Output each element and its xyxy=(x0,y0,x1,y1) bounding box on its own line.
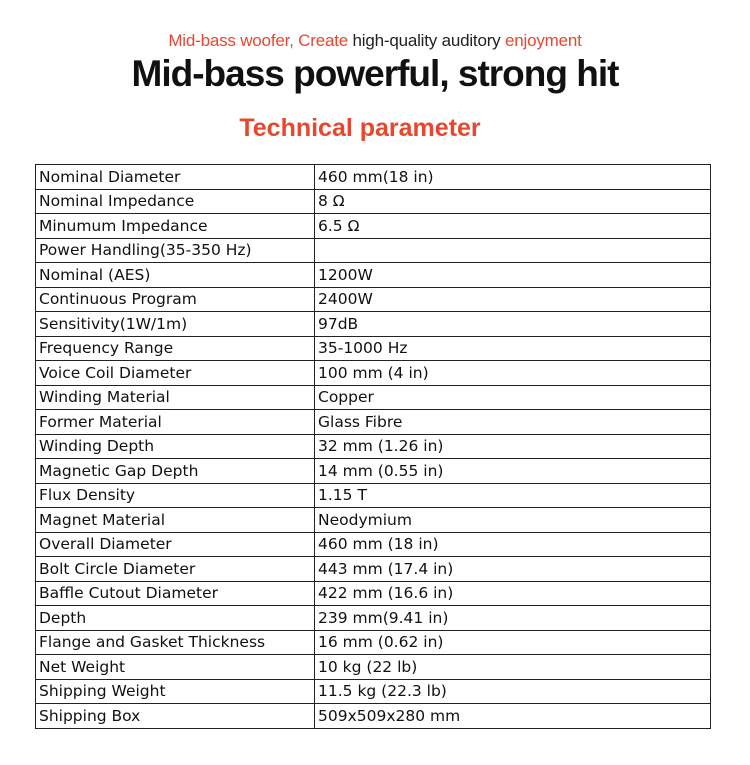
spec-label: Frequency Range xyxy=(36,336,315,361)
tagline-middle: high-quality auditory xyxy=(352,31,501,50)
spec-value: 14 mm (0.55 in) xyxy=(315,459,711,484)
spec-table xyxy=(35,164,711,729)
tagline-accent-start: Mid-bass woofer, Create xyxy=(168,31,348,50)
spec-value: 6.5 Ω xyxy=(315,214,711,239)
spec-label: Nominal (AES) xyxy=(36,263,315,288)
table-row xyxy=(36,287,711,312)
spec-value: 8 Ω xyxy=(315,189,711,214)
table-row xyxy=(36,581,711,606)
spec-value: 35-1000 Hz xyxy=(315,336,711,361)
spec-label: Net Weight xyxy=(36,655,315,680)
spec-label: Winding Depth xyxy=(36,434,315,459)
spec-label: Shipping Weight xyxy=(36,679,315,704)
table-row xyxy=(36,214,711,239)
spec-label: Former Material xyxy=(36,410,315,435)
spec-label: Flux Density xyxy=(36,483,315,508)
spec-value: 1200W xyxy=(315,263,711,288)
spec-value: 100 mm (4 in) xyxy=(315,361,711,386)
spec-value: Neodymium xyxy=(315,508,711,533)
spec-label: Nominal Impedance xyxy=(36,189,315,214)
page-headline: Mid-bass powerful, strong hit xyxy=(131,53,619,94)
spec-label: Magnetic Gap Depth xyxy=(36,459,315,484)
spec-value: 10 kg (22 lb) xyxy=(315,655,711,680)
table-row xyxy=(36,483,711,508)
table-row xyxy=(36,655,711,680)
spec-value: 1.15 T xyxy=(315,483,711,508)
spec-label: Bolt Circle Diameter xyxy=(36,557,315,582)
table-row xyxy=(36,606,711,631)
spec-value: 2400W xyxy=(315,287,711,312)
spec-value: 97dB xyxy=(315,312,711,337)
table-row xyxy=(36,385,711,410)
spec-label: Flange and Gasket Thickness xyxy=(36,630,315,655)
section-title: Technical parameter xyxy=(239,114,481,142)
spec-label: Winding Material xyxy=(36,385,315,410)
spec-value: 509x509x280 mm xyxy=(315,704,711,729)
spec-value: 16 mm (0.62 in) xyxy=(315,630,711,655)
table-row xyxy=(36,312,711,337)
spec-label: Continuous Program xyxy=(36,287,315,312)
table-row xyxy=(36,434,711,459)
tagline-accent-end: enjoyment xyxy=(505,31,582,50)
table-row xyxy=(36,557,711,582)
spec-value: 460 mm (18 in) xyxy=(315,532,711,557)
spec-value: 32 mm (1.26 in) xyxy=(315,434,711,459)
table-row xyxy=(36,336,711,361)
tagline xyxy=(0,30,750,52)
spec-value: 460 mm(18 in) xyxy=(315,165,711,190)
table-row xyxy=(36,410,711,435)
spec-label: Nominal Diameter xyxy=(36,165,315,190)
spec-value: 11.5 kg (22.3 lb) xyxy=(315,679,711,704)
table-row xyxy=(36,189,711,214)
table-row xyxy=(36,508,711,533)
spec-label: Shipping Box xyxy=(36,704,315,729)
spec-value xyxy=(315,238,711,263)
spec-label: Baffle Cutout Diameter xyxy=(36,581,315,606)
spec-label: Voice Coil Diameter xyxy=(36,361,315,386)
table-row xyxy=(36,704,711,729)
table-row xyxy=(36,361,711,386)
table-row xyxy=(36,630,711,655)
table-row xyxy=(36,532,711,557)
spec-label: Power Handling(35-350 Hz) xyxy=(36,238,315,263)
table-row xyxy=(36,263,711,288)
spec-label: Depth xyxy=(36,606,315,631)
spec-label: Overall Diameter xyxy=(36,532,315,557)
table-row xyxy=(36,459,711,484)
table-row xyxy=(36,679,711,704)
spec-label: Sensitivity(1W/1m) xyxy=(36,312,315,337)
spec-value: Copper xyxy=(315,385,711,410)
spec-value: 443 mm (17.4 in) xyxy=(315,557,711,582)
spec-value: 239 mm(9.41 in) xyxy=(315,606,711,631)
spec-value: 422 mm (16.6 in) xyxy=(315,581,711,606)
spec-label: Minumum Impedance xyxy=(36,214,315,239)
spec-table-body xyxy=(36,165,711,729)
spec-label: Magnet Material xyxy=(36,508,315,533)
table-row xyxy=(36,238,711,263)
table-row xyxy=(36,165,711,190)
spec-value: Glass Fibre xyxy=(315,410,711,435)
